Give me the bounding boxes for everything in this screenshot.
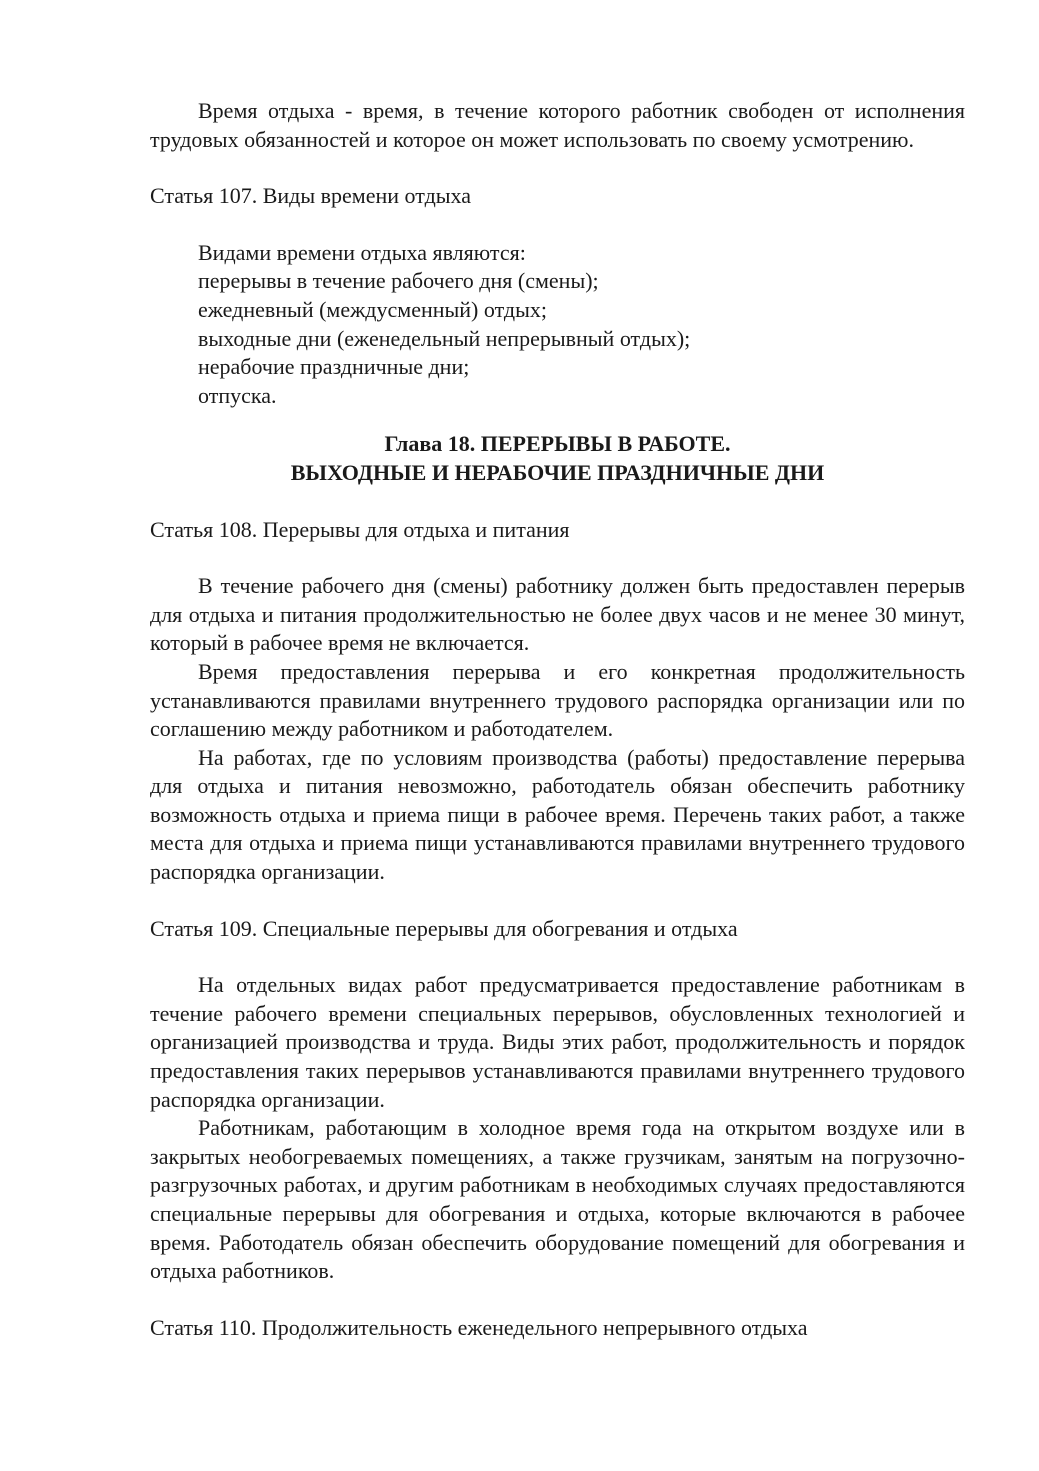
spacer [150,1286,965,1314]
article-109-title: Статья 109. Специальные перерывы для обогревания и отдыха [150,915,738,941]
spacer [150,544,965,572]
article-108-paragraph-1: В течение рабочего дня (смены) работнику должен быть предоставлен перерыв для отдыха и питания продолжительностью не более двух часов и не менее 30 минут, который в рабочее время не включается. [150,573,965,656]
spacer [150,211,965,239]
spacer [150,943,965,971]
article-109-paragraph-1: На отдельных видах работ предусматривается предоставление работникам в течение рабочего времени специальных перерывов, обусловленных технологией и организацией производства и труда. Виды этих работ, продолжительность и порядок предоставления таких перерывов устанавливаются правилами внутреннего трудового распорядка организации. [150,972,965,1112]
article-109-paragraph-2: Работникам, работающим в холодное время года на открытом воздухе или в закрытых необогреваемых помещениях, а также грузчикам, занятым на погрузочно-разгрузочных работах, и другим работникам в необходимых случаях предоставляются специальные перерывы для обогревания и отдыха, которые включаются в рабочее время. Работодатель обязан обеспечить оборудование помещений для обогревания и отдыха работников. [150,1115,965,1284]
chapter-heading-line-2: ВЫХОДНЫЕ И НЕРАБОЧИЕ ПРАЗДНИЧНЫЕ ДНИ [290,459,825,485]
spacer [150,488,965,516]
article-107-title: Статья 107. Виды времени отдыха [150,183,472,209]
list-item: отпуска. [198,382,277,408]
article-108-paragraph-2: Время предоставления перерыва и его конкретная продолжительность устанавливаются правилами внутреннего трудового распорядка организации или по соглашению между работником и работодателем. [150,658,965,742]
article-108-title: Статья 108. Перерывы для отдыха и питания [150,516,570,542]
rest-types-lead: Видами времени отдыха являются: [198,239,526,265]
spacer [150,887,965,915]
chapter-18-heading [150,430,965,487]
list-item: нерабочие праздничные дни; [198,354,470,380]
list-item: перерывы в течение рабочего дня (смены); [198,268,599,294]
document-page [150,97,965,1342]
list-item: ежедневный (междусменный) отдых; [198,296,548,322]
article-108-paragraph-3: На работах, где по условиям производства (работы) предоставление перерыва для отдыха и питания невозможно, работодатель обязан обеспечить работнику возможность отдыха и приема пищи в рабочее время. Перечень таких работ, а также места для отдыха и приема пищи устанавливаются правилами внутреннего трудового распорядка организации. [150,744,965,885]
intro-paragraph: Время отдыха - время, в течение которого работник свободен от исполнения трудовых обязанностей и которое он может использовать по своему усмотрению. [150,98,965,152]
rest-types-list [150,239,965,411]
spacer [150,410,965,430]
spacer [150,154,965,182]
article-110-title: Статья 110. Продолжительность еженедельного непрерывного отдыха [150,1314,808,1340]
list-item: выходные дни (еженедельный непрерывный отдых); [198,325,691,351]
chapter-heading-line-1: Глава 18. ПЕРЕРЫВЫ В РАБОТЕ. [384,431,731,457]
